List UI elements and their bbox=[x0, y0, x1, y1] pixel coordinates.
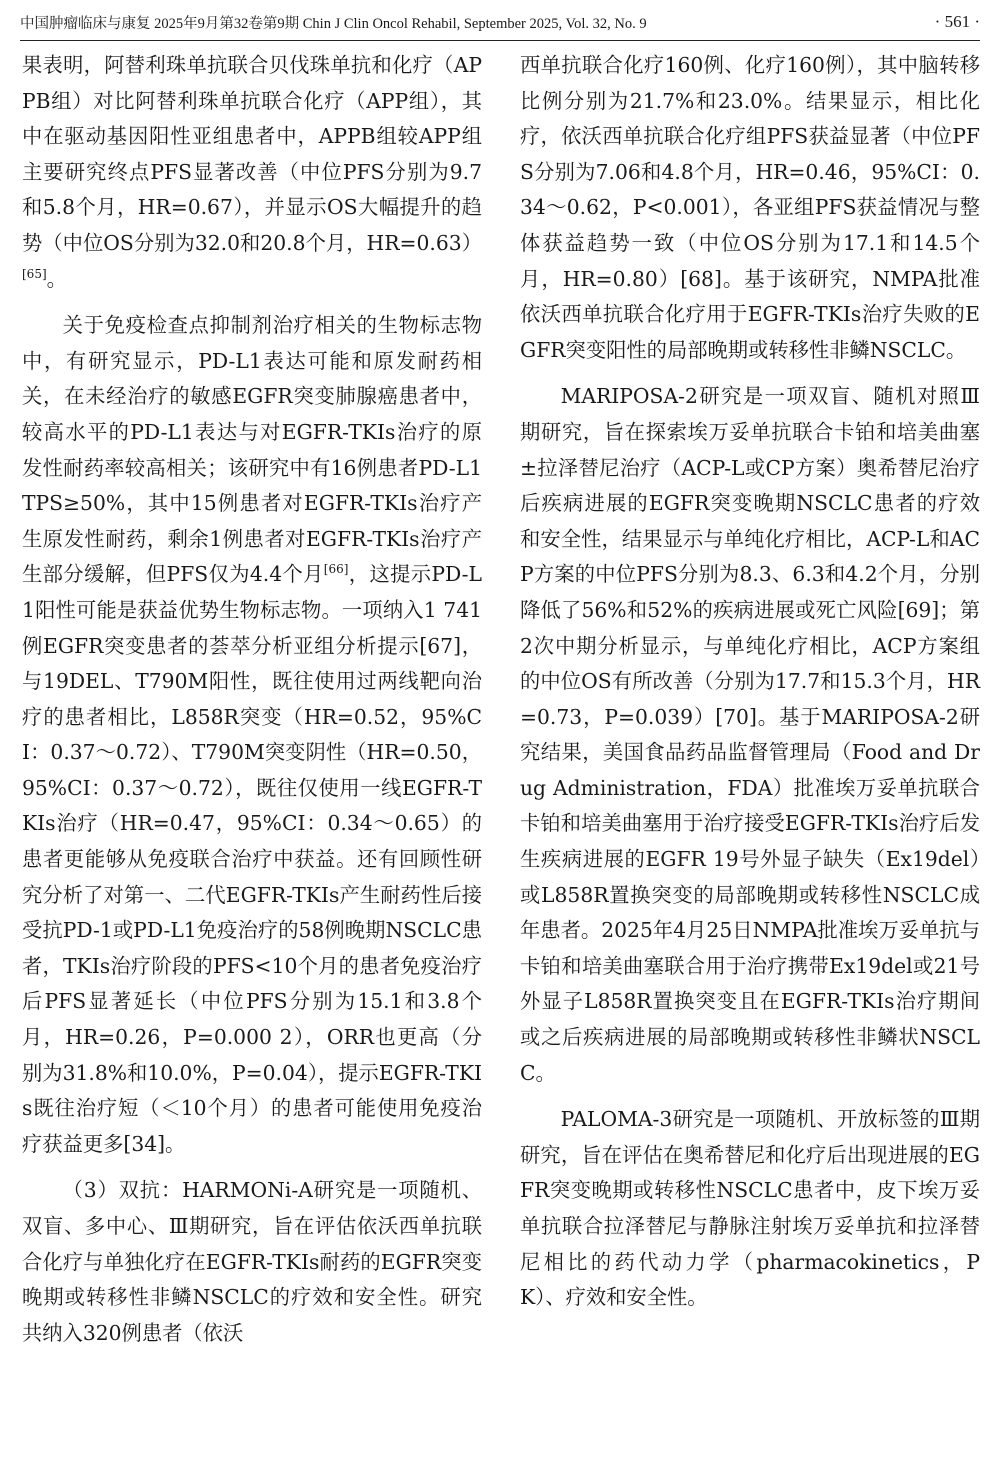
paragraph-text: 果表明，阿替利珠单抗联合贝伐珠单抗和化疗（APPB组）对比阿替利珠单抗联合化疗（APP组），其中在驱动基因阳性亚组患者中，APPB组较APP组主要研究终点PFS显著改善（中位PFS分别为9.7和5.8个月，HR=0.67），并显示OS大幅提升的趋势（中位OS分别为32.0和20.8个月，HR=0.63） bbox=[22, 53, 482, 255]
header-rule bbox=[20, 40, 980, 41]
paragraph-tail: ，这提示PD-L1阳性可能是获益优势生物标志物。一项纳入1 741例EGFR突变患者的荟萃分析亚组分析提示[67]，与19DEL、T790M阳性，既往使用过两线靶向治疗的患者相比，L858R突变（HR=0.52，95%CI：0.37～0.72）、T790M突变阴性（HR=0.50，95%CI：0.37～0.72），既往仅使用一线EGFR-TKIs治疗（HR=0.47，95%CI：0.34～0.65）的患者更能够从免疫联合治疗中获益。还有回顾性研究分析了对第一、二代EGFR-TKIs产生耐药性后接受抗PD-1或PD-L1免疫治疗的58例晚期NSCLC患者，TKIs治疗阶段的PFS<10个月的患者免疫治疗后PFS显著延长（中位PFS分别为15.1和3.8个月，HR=0.26，P=0.000 2），ORR也更高（分别为31.8%和10.0%，P=0.04），提示EGFR-TKIs既往治疗短（＜10个月）的患者可能使用免疫治疗获益更多[34]。 bbox=[22, 562, 483, 1156]
paragraph bbox=[520, 379, 980, 1091]
paragraph bbox=[22, 1173, 482, 1351]
paragraph-text: MARIPOSA-2研究是一项双盲、随机对照Ⅲ期研究，旨在探索埃万妥单抗联合卡铂和培美曲塞±拉泽替尼治疗（ACP-L或CP方案）奥希替尼治疗后疾病进展的EGFR突变晚期NSCLC患者的疗效和安全性，结果显示与单纯化疗相比，ACP-L和ACP方案的中位PFS分别为8.3、6.3和4.2个月，分别降低了56%和52%的疾病进展或死亡风险[69]；第2次中期分析显示，与单纯化疗相比，ACP方案组的中位OS有所改善（分别为17.7和15.3个月，HR=0.73，P=0.039）[70]。基于MARIPOSA-2研究结果，美国食品药品监督管理局（Food and Drug Administration，FDA）批准埃万妥单抗联合卡铂和培美曲塞用于治疗接受EGFR-TKIs治疗后发生疾病进展的EGFR 19号外显子缺失（Ex19del）或L858R置换突变的局部晚期或转移性NSCLC成年患者。2025年4月25日NMPA批准埃万妥单抗与卡铂和培美曲塞联合用于治疗携带Ex19del或21号外显子L858R置换突变且在EGFR-TKIs治疗期间或之后疾病进展的局部晚期或转移性非鳞状NSCLC。 bbox=[520, 384, 980, 1085]
right-column bbox=[520, 48, 980, 1327]
paragraph-text: 关于免疫检查点抑制剂治疗相关的生物标志物中，有研究显示，PD-L1表达可能和原发耐药相关，在未经治疗的敏感EGFR突变肺腺癌患者中，较高水平的PD-L1表达与对EGFR-TKIs治疗的原发性耐药率较高相关；该研究中有16例患者PD-L1 TPS≥50%，其中15例患者对EGFR-TKIs治疗产生原发性耐药，剩余1例患者对EGFR-TKIs治疗产生部分缓解，但PFS仅为4.4个月 bbox=[22, 313, 482, 587]
running-header bbox=[20, 12, 980, 38]
paragraph-text: （3）双抗：HARMONi-A研究是一项随机、双盲、多中心、Ⅲ期研究，旨在评估依沃西单抗联合化疗与单独化疗在EGFR-TKIs耐药的EGFR突变晚期或转移性非鳞NSCLC的疗效和安全性。研究共纳入320例患者（依沃 bbox=[22, 1178, 482, 1345]
paragraph bbox=[22, 48, 482, 297]
paragraph-tail: 。 bbox=[46, 266, 67, 291]
citation-ref: [65] bbox=[22, 266, 47, 281]
left-column bbox=[22, 48, 482, 1362]
paragraph bbox=[520, 1102, 980, 1316]
citation-ref: [66] bbox=[323, 562, 349, 577]
page-number: · 561 · bbox=[934, 12, 980, 31]
paragraph bbox=[22, 308, 482, 1162]
paragraph bbox=[520, 48, 980, 368]
journal-citation: 中国肿瘤临床与康复 2025年9月第32卷第9期 Chin J Clin Oncol Rehabil, September 2025, Vol. 32, No. 9 bbox=[20, 16, 647, 32]
paragraph-text: PALOMA-3研究是一项随机、开放标签的Ⅲ期研究，旨在评估在奥希替尼和化疗后出现进展的EGFR突变晚期或转移性NSCLC患者中，皮下埃万妥单抗联合拉泽替尼与静脉注射埃万妥单抗和拉泽替尼相比的药代动力学（pharmacokinetics，PK）、疗效和安全性。 bbox=[520, 1107, 980, 1310]
paragraph-text: 西单抗联合化疗160例、化疗160例），其中脑转移比例分别为21.7%和23.0%。结果显示，相比化疗，依沃西单抗联合化疗组PFS获益显著（中位PFS分别为7.06和4.8个月，HR=0.46，95%CI：0.34～0.62，P<0.001），各亚组PFS获益情况与整体获益趋势一致（中位OS分别为17.1和14.5个月，HR=0.80）[68]。基于该研究，NMPA批准依沃西单抗联合化疗用于EGFR-TKIs治疗失败的EGFR突变阳性的局部晚期或转移性非鳞NSCLC。 bbox=[520, 53, 980, 362]
